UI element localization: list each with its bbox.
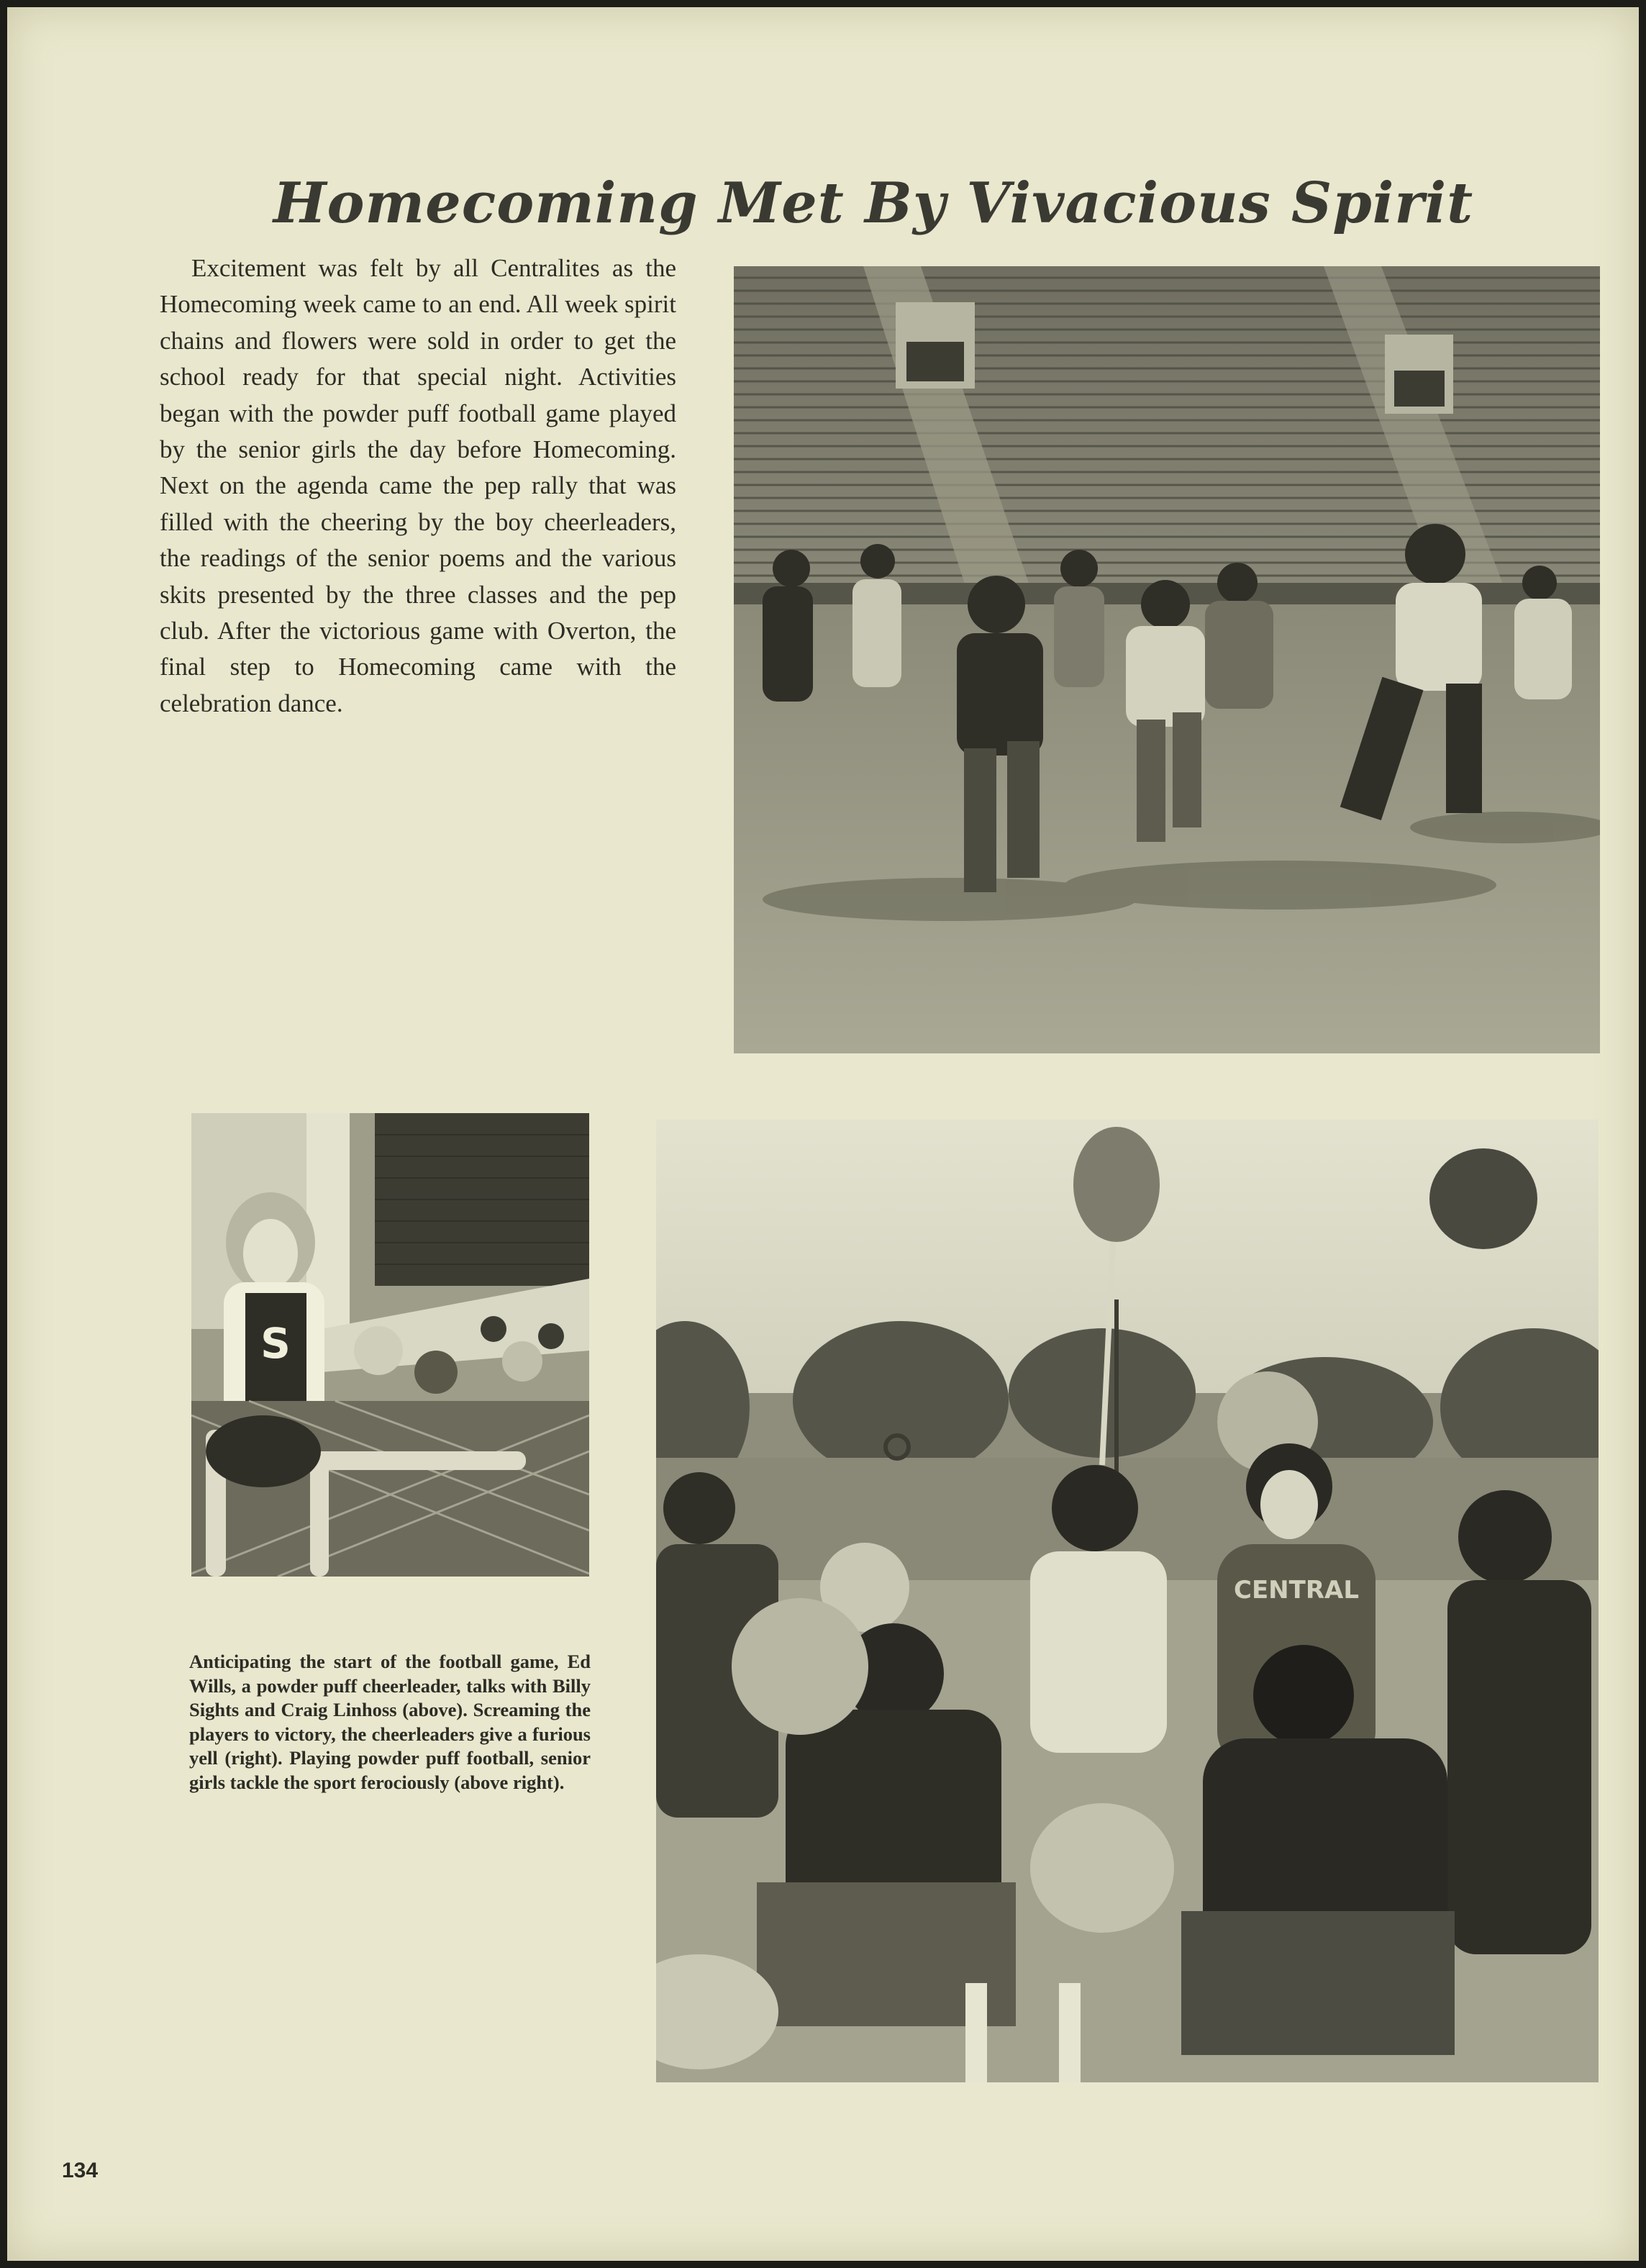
powder-puff-football-photo: [734, 266, 1600, 1053]
powder-puff-football-image: [734, 266, 1600, 1053]
cheerleaders-yelling-photo: [656, 1120, 1599, 2082]
cheerleader-at-fence-photo: [191, 1113, 589, 1577]
page-title: Homecoming Met By Vivacious Spirit: [273, 171, 1474, 237]
cheerleaders-yelling-image: [656, 1120, 1599, 2082]
article-body: Excitement was felt by all Centralites as the Homecoming week came to an end. All week spirit chains and flowers were sold in order to get the school ready for that special night. Activities began with the powder puff football game played by the senior girls the day before Homecoming. Next on the agenda came the pep rally that was filled with the cheering by the boy cheerleaders, the readings of the senior poems and the various skits presented by the three classes and the pep club. After the victorious game with Overton, the final step to Homecoming came with the celebration dance.: [160, 254, 676, 717]
cheerleader-at-fence-image: [191, 1113, 589, 1577]
photo-caption: Anticipating the start of the football game, Ed Wills, a powder puff cheerleader, talks with Billy Sights and Craig Linhoss (above). Screaming the players to victory, the cheerleaders give a furious yell (right). Playing powder puff football, senior girls tackle the sport ferociously (above right).: [189, 1651, 591, 1793]
sweater-letter: S: [260, 1319, 291, 1368]
page-number: 134: [62, 2159, 99, 2182]
shirt-text: CENTRAL: [1234, 1576, 1359, 1605]
yearbook-page: [7, 7, 1639, 2261]
